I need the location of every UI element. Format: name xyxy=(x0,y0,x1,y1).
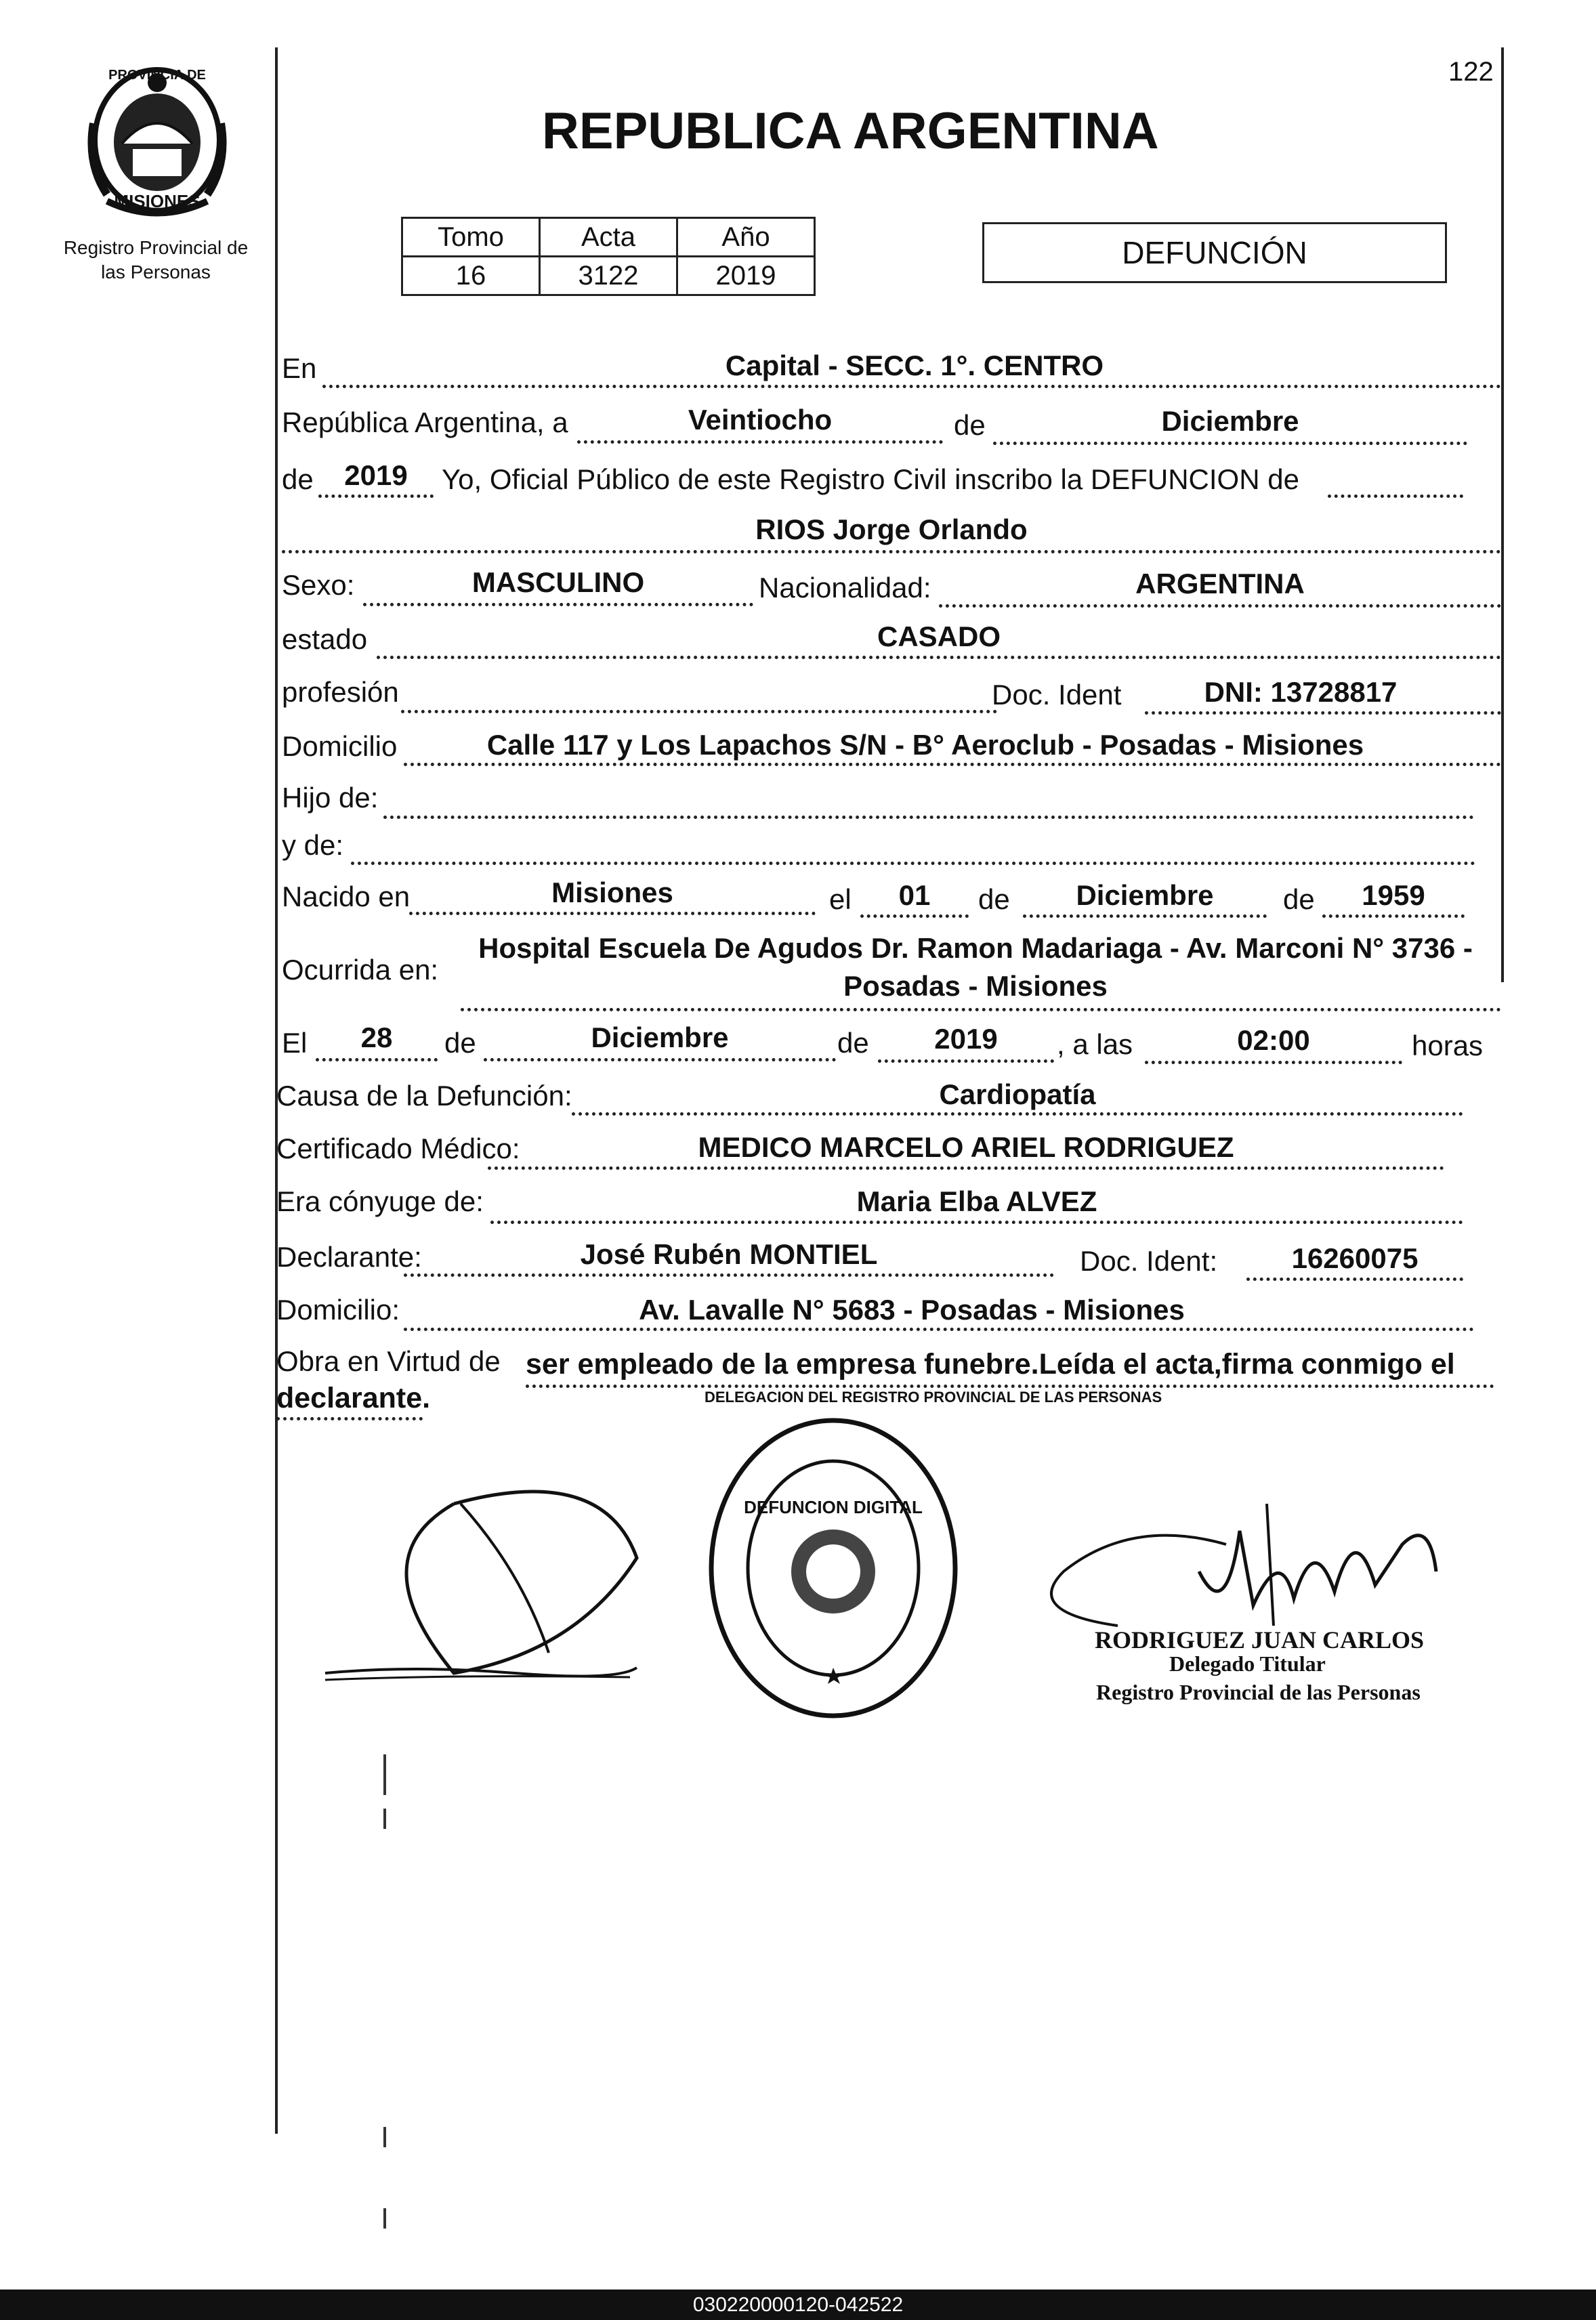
el-label-1: el xyxy=(829,883,852,915)
officer-role: Delegado Titular xyxy=(1169,1651,1326,1676)
doc-ident-label: Doc. Ident xyxy=(992,679,1122,711)
certificado-value: MEDICO MARCELO ARIEL RODRIGUEZ xyxy=(698,1131,1234,1163)
el-label-2: El xyxy=(282,1027,308,1059)
ocurrida-line2: Posadas - Misiones xyxy=(843,970,1108,1002)
causa-label: Causa de la Defunción: xyxy=(276,1080,572,1112)
de-label-3: de xyxy=(978,883,1010,915)
birth-day: 01 xyxy=(898,879,931,911)
scan-mark xyxy=(383,2127,386,2147)
month-text: Diciembre xyxy=(1161,405,1299,437)
hijo-dotline xyxy=(383,816,1474,819)
obra-line2: declarante. xyxy=(276,1382,431,1414)
death-year: 2019 xyxy=(934,1023,998,1055)
profesion-dotline xyxy=(401,710,997,713)
logo-top-text: PROVINCIA DE xyxy=(108,68,206,83)
deathyear-dotline xyxy=(878,1059,1054,1063)
register-header-acta: Acta xyxy=(540,218,677,257)
republica-label: República Argentina, a xyxy=(282,406,568,438)
death-time: 02:00 xyxy=(1237,1024,1310,1056)
act-type-box: DEFUNCIÓN xyxy=(982,222,1447,283)
domicilio-label: Domicilio xyxy=(282,730,398,762)
conyuge-dotline xyxy=(490,1221,1463,1224)
day-text: Veintiocho xyxy=(688,404,833,436)
declarante-dotline xyxy=(404,1273,1054,1277)
officer-org: Registro Provincial de las Personas xyxy=(1096,1680,1421,1704)
ocurrida-label: Ocurrida en: xyxy=(282,954,439,986)
death-day: 28 xyxy=(360,1021,393,1053)
sexo-value: MASCULINO xyxy=(471,566,645,598)
deathmonth-dotline xyxy=(484,1058,836,1061)
obra-line1: ser empleado de la empresa funebre.Leída el acta,firma conmigo el xyxy=(526,1348,1455,1380)
nacionalidad-label: Nacionalidad: xyxy=(759,572,931,604)
ocurrida-line1: Hospital Escuela De Agudos Dr. Ramon Madariaga - Av. Marconi N° 3736 - xyxy=(478,932,1473,964)
nacido-value: Misiones xyxy=(551,877,673,908)
estado-dotline xyxy=(377,656,1501,659)
deathday-dotline xyxy=(316,1058,438,1061)
time-dotline xyxy=(1145,1061,1402,1064)
conyuge-label: Era cónyuge de: xyxy=(276,1185,484,1217)
registry-caption-line2: las Personas xyxy=(101,261,211,282)
estado-value: CASADO xyxy=(877,620,1001,652)
de-label-2: de xyxy=(282,463,314,495)
causa-value: Cardiopatía xyxy=(939,1078,1096,1110)
obra-dotline-2 xyxy=(276,1417,423,1420)
nacionalidad-dotline xyxy=(939,604,1501,608)
declarant-signature xyxy=(318,1477,671,1721)
page-number: 122 xyxy=(1448,57,1494,87)
ocurrida-dotline xyxy=(461,1008,1501,1011)
certificado-label: Certificado Médico: xyxy=(276,1133,520,1164)
de-label-5: de xyxy=(444,1027,476,1059)
birthday-dotline xyxy=(860,914,969,918)
day-dotline xyxy=(577,440,943,444)
en-value: Capital - SECC. 1°. CENTRO xyxy=(725,350,1104,381)
right-border-line xyxy=(1501,47,1504,982)
birth-month: Diciembre xyxy=(1076,879,1214,911)
domicilio-value: Calle 117 y Los Lapachos S/N - B° Aeroclub - Posadas - Misiones xyxy=(486,729,1364,761)
hijo-label: Hijo de: xyxy=(282,782,379,814)
deceased-name: RIOS Jorge Orlando xyxy=(755,513,1028,545)
registry-caption-line1: Registro Provincial de xyxy=(63,237,249,258)
birthmonth-dotline xyxy=(1023,914,1267,918)
doc-ident-label-2: Doc. Ident: xyxy=(1080,1245,1218,1277)
obra-dotline-1 xyxy=(526,1385,1494,1388)
sexo-label: Sexo: xyxy=(282,569,355,601)
scan-mark xyxy=(383,1809,386,1829)
en-label: En xyxy=(282,352,317,384)
register-header-anio: Año xyxy=(677,218,815,257)
seal-inner-text: DEFUNCION DIGITAL xyxy=(744,1497,923,1517)
scan-mark xyxy=(383,2208,386,2229)
death-month: Diciembre xyxy=(591,1021,729,1053)
seal-ring-text: DELEGACION DEL REGISTRO PROVINCIAL DE LAS PERSONAS xyxy=(705,1389,1162,1406)
logo-bottom-text: MISIONES xyxy=(114,191,201,211)
register-value-tomo: 16 xyxy=(402,257,540,295)
domicilio-dotline xyxy=(404,763,1501,766)
horas-label: horas xyxy=(1412,1030,1484,1061)
domicilio2-dotline xyxy=(404,1328,1474,1331)
register-value-acta: 3122 xyxy=(540,257,677,295)
domicilio2-value: Av. Lavalle N° 5683 - Posadas - Misiones xyxy=(639,1294,1185,1326)
birthyear-dotline xyxy=(1322,914,1465,918)
nacido-dotline xyxy=(409,912,816,915)
nacionalidad-value: ARGENTINA xyxy=(1135,568,1305,599)
official-seal-stamp xyxy=(705,1416,962,1721)
estado-label: estado xyxy=(282,623,368,655)
doc-ident-value: DNI: 13728817 xyxy=(1204,676,1398,708)
register-header-tomo: Tomo xyxy=(402,218,540,257)
yde-label: y de: xyxy=(282,829,344,861)
domicilio2-label: Domicilio: xyxy=(276,1294,400,1326)
en-dotline xyxy=(322,385,1501,388)
obra-label: Obra en Virtud de xyxy=(276,1345,501,1377)
registry-caption xyxy=(41,236,271,284)
scan-mark xyxy=(383,1754,386,1795)
causa-dotline xyxy=(572,1112,1463,1116)
month-dotline xyxy=(993,442,1467,445)
year-value: 2019 xyxy=(344,459,408,491)
name-dotline xyxy=(282,550,1501,553)
profesion-label: profesión xyxy=(282,676,399,708)
yde-dotline xyxy=(351,862,1475,865)
officer-signature xyxy=(1023,1490,1456,1639)
barcode-footer: 030220000120-042522 xyxy=(0,2290,1596,2320)
certificado-dotline xyxy=(488,1166,1444,1170)
declarante-value: José Rubén MONTIEL xyxy=(580,1238,878,1270)
doc-dotline xyxy=(1145,711,1501,715)
register-table xyxy=(401,217,816,296)
de-label-6: de xyxy=(837,1027,869,1059)
birth-year: 1959 xyxy=(1362,879,1425,911)
country-title: REPUBLICA ARGENTINA xyxy=(542,102,1159,160)
de-label-4: de xyxy=(1283,883,1315,915)
declarante-label: Declarante: xyxy=(276,1241,422,1273)
nacido-label: Nacido en xyxy=(282,881,411,912)
year-dotline xyxy=(318,494,434,498)
conyuge-value: Maria Elba ALVEZ xyxy=(856,1185,1097,1217)
doc-ident-value-2: 16260075 xyxy=(1291,1242,1419,1274)
inscribo-text: Yo, Oficial Público de este Registro Civil inscribo la DEFUNCION de xyxy=(442,463,1299,495)
doc2-dotline xyxy=(1246,1278,1463,1281)
alas-label: , a las xyxy=(1057,1028,1133,1060)
officer-name: RODRIGUEZ JUAN CARLOS xyxy=(1095,1626,1425,1653)
register-value-anio: 2019 xyxy=(677,257,815,295)
sexo-dotline xyxy=(363,603,753,606)
inscribo-dotline xyxy=(1328,494,1463,498)
de-label-1: de xyxy=(954,409,986,441)
